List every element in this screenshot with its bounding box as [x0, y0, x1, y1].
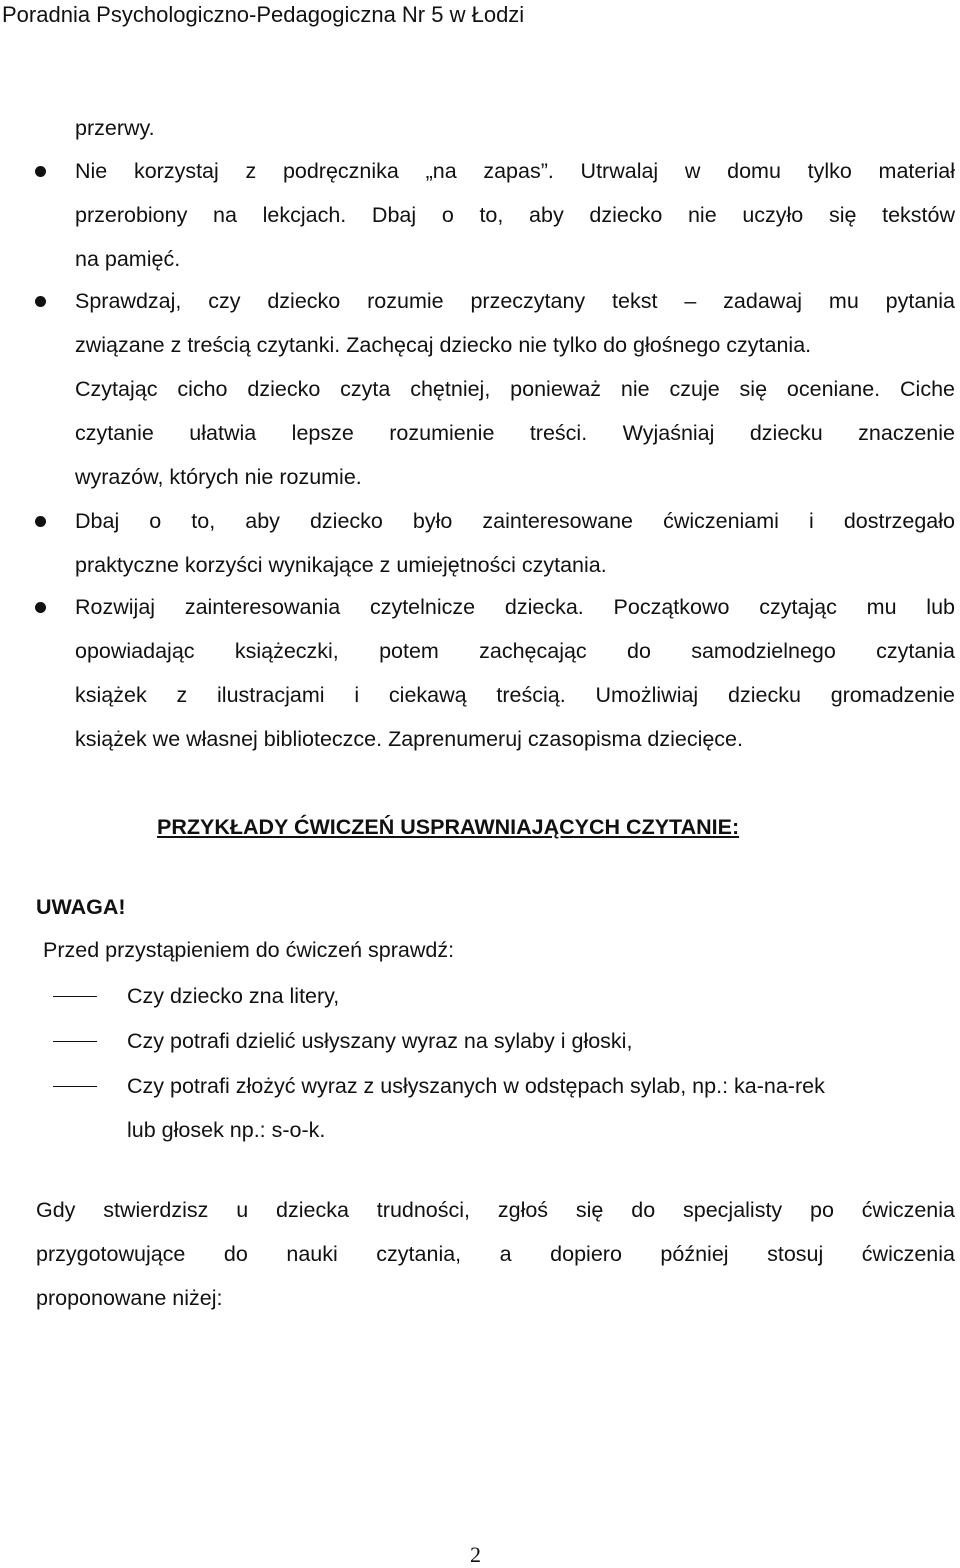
bullet-marker	[35, 296, 46, 307]
paragraph-line: praktyczne korzyści wynikające z umiejętności czytania.	[75, 553, 607, 577]
paragraph-line: czytanie ułatwia lepsze rozumienie treści. Wyjaśniaj dziecku znaczenie	[75, 421, 955, 445]
bullet-marker	[35, 166, 46, 177]
paragraph-line: Nie korzystaj z podręcznika „na zapas”. Utrwalaj w domu tylko materiał	[75, 159, 955, 183]
paragraph-line: Czytając cicho dziecko czyta chętniej, ponieważ nie czuje się oceniane. Ciche	[75, 377, 955, 401]
paragraph-line: przerwy.	[75, 116, 155, 140]
paragraph-line: opowiadając książeczki, potem zachęcając do samodzielnego czytania	[75, 639, 955, 663]
bullet-marker	[35, 602, 46, 613]
paragraph-line: książek we własnej biblioteczce. Zaprenumeruj czasopisma dziecięce.	[75, 727, 743, 751]
section-heading: PRZYKŁADY ĆWICZEŃ USPRAWNIAJĄCYCH CZYTANIE:	[157, 815, 740, 839]
closing-line: przygotowujące do nauki czytania, a dopiero później stosuj ćwiczenia	[36, 1242, 955, 1266]
paragraph-line: związane z treścią czytanki. Zachęcaj dziecko nie tylko do głośnego czytania.	[75, 333, 812, 357]
warning-label: UWAGA!	[36, 895, 126, 919]
check-item: Czy potrafi dzielić usłyszany wyraz na sylaby i głoski,	[127, 1029, 633, 1053]
page-header	[0, 0, 960, 40]
dash-marker	[53, 1041, 97, 1042]
check-item: lub głosek np.: s-o-k.	[127, 1118, 326, 1142]
closing-line: proponowane niżej:	[36, 1286, 223, 1310]
check-item: Czy dziecko zna litery,	[127, 984, 340, 1008]
check-item: Czy potrafi złożyć wyraz z usłyszanych w odstępach sylab, np.: ka-na-rek	[127, 1074, 825, 1098]
dash-marker	[53, 1086, 97, 1087]
intro-text: Przed przystąpieniem do ćwiczeń sprawdź:	[43, 938, 455, 962]
dash-marker	[53, 996, 97, 997]
closing-line: Gdy stwierdzisz u dziecka trudności, zgłoś się do specjalisty po ćwiczenia	[36, 1198, 955, 1222]
paragraph-line: wyrazów, których nie rozumie.	[75, 465, 362, 489]
paragraph-line: Rozwijaj zainteresowania czytelnicze dziecka. Początkowo czytając mu lub	[75, 595, 955, 619]
paragraph-line: Dbaj o to, aby dziecko było zainteresowane ćwiczeniami i dostrzegało	[75, 509, 955, 533]
header-title: Poradnia Psychologiczno-Pedagogiczna Nr 5 w Łodzi	[2, 2, 525, 27]
page-number: 2	[470, 1542, 481, 1567]
paragraph-line: przerobiony na lekcjach. Dbaj o to, aby dziecko nie uczyło się tekstów	[75, 203, 955, 227]
bullet-marker	[35, 516, 46, 527]
paragraph-line: książek z ilustracjami i ciekawą treścią. Umożliwiaj dziecku gromadzenie	[75, 683, 955, 707]
paragraph-line: Sprawdzaj, czy dziecko rozumie przeczytany tekst – zadawaj mu pytania	[75, 289, 955, 313]
paragraph-line: na pamięć.	[75, 247, 181, 271]
